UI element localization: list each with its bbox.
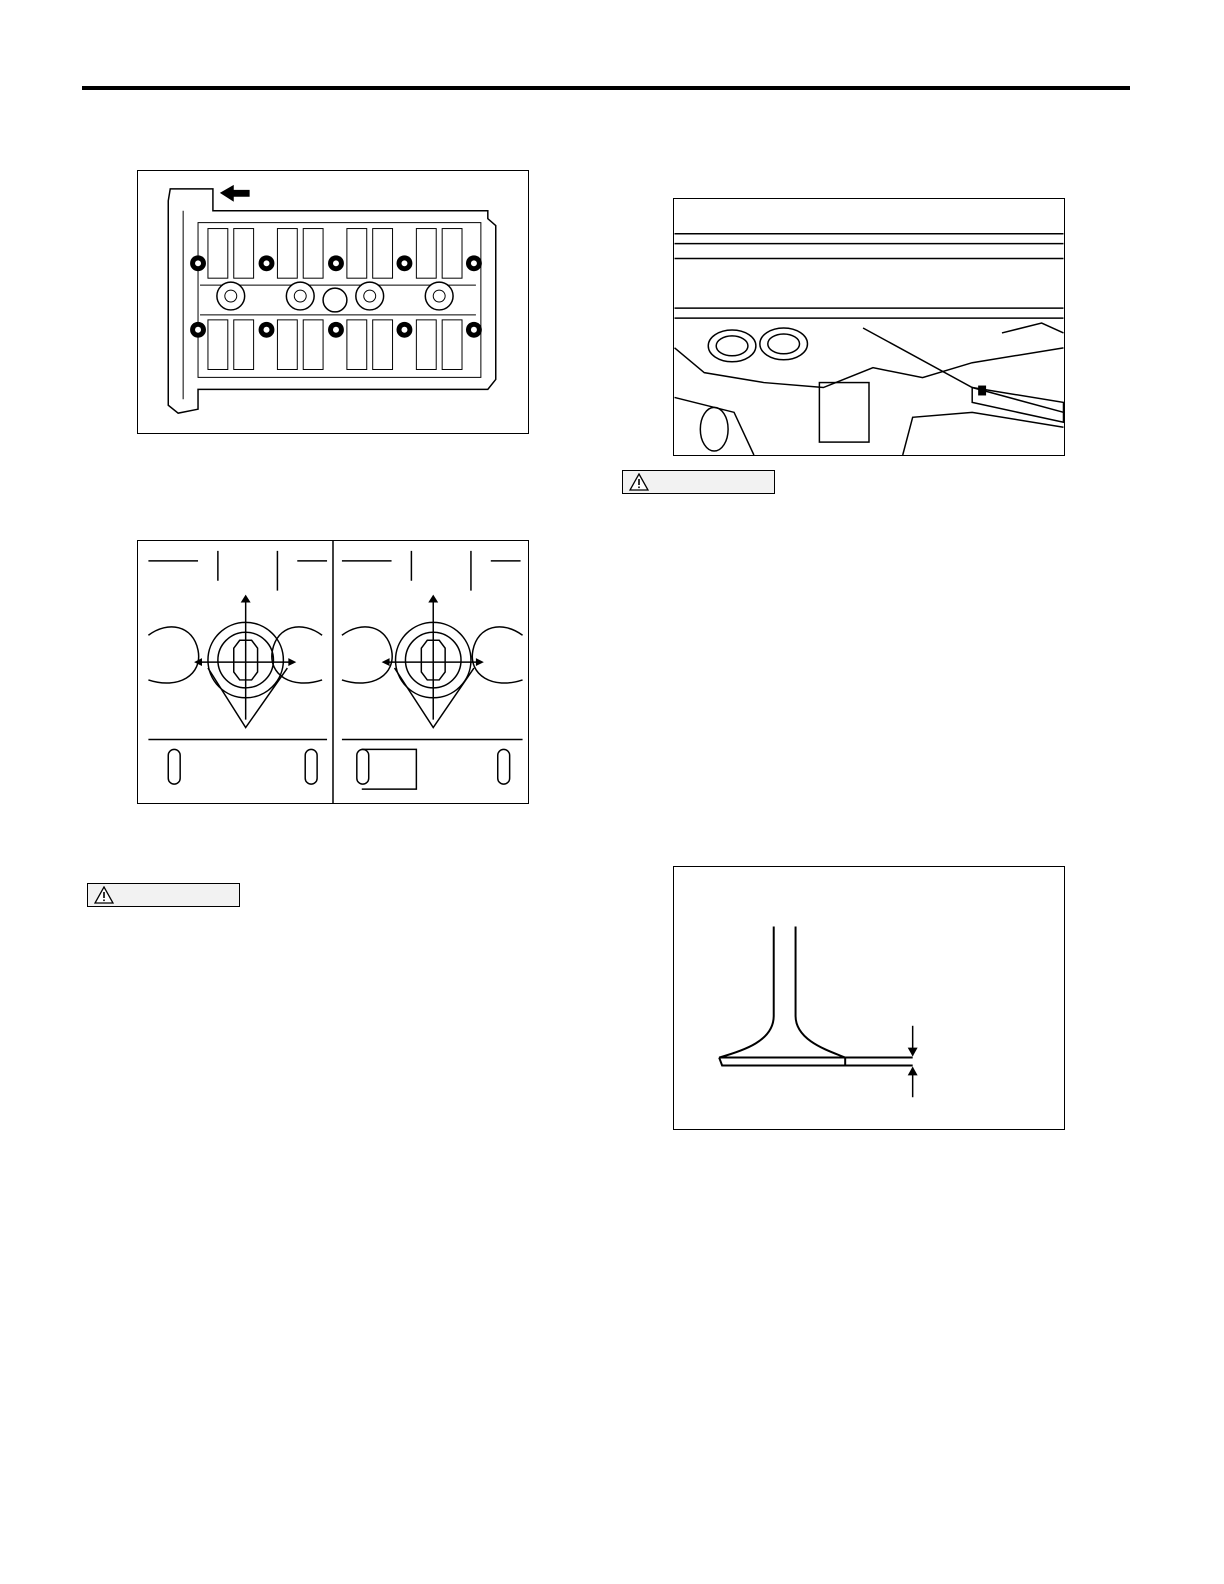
figure-cylinder-head-bolts [137,170,529,434]
figure-bolt-torque-angle [137,540,529,804]
warning-triangle-icon [94,886,114,904]
caution-box-left [87,883,240,907]
valve-illustration [674,867,1064,1129]
cylinder-head-illustration [138,171,528,433]
straightedge-illustration [674,199,1064,455]
caution-box-right [622,470,775,494]
figure-straightedge-check [673,198,1065,456]
bolt-angle-illustration [138,541,528,803]
warning-triangle-icon [629,473,649,491]
front-arrow-icon [220,185,250,202]
figure-valve-margin [673,866,1065,1130]
header-rule [82,86,1130,90]
